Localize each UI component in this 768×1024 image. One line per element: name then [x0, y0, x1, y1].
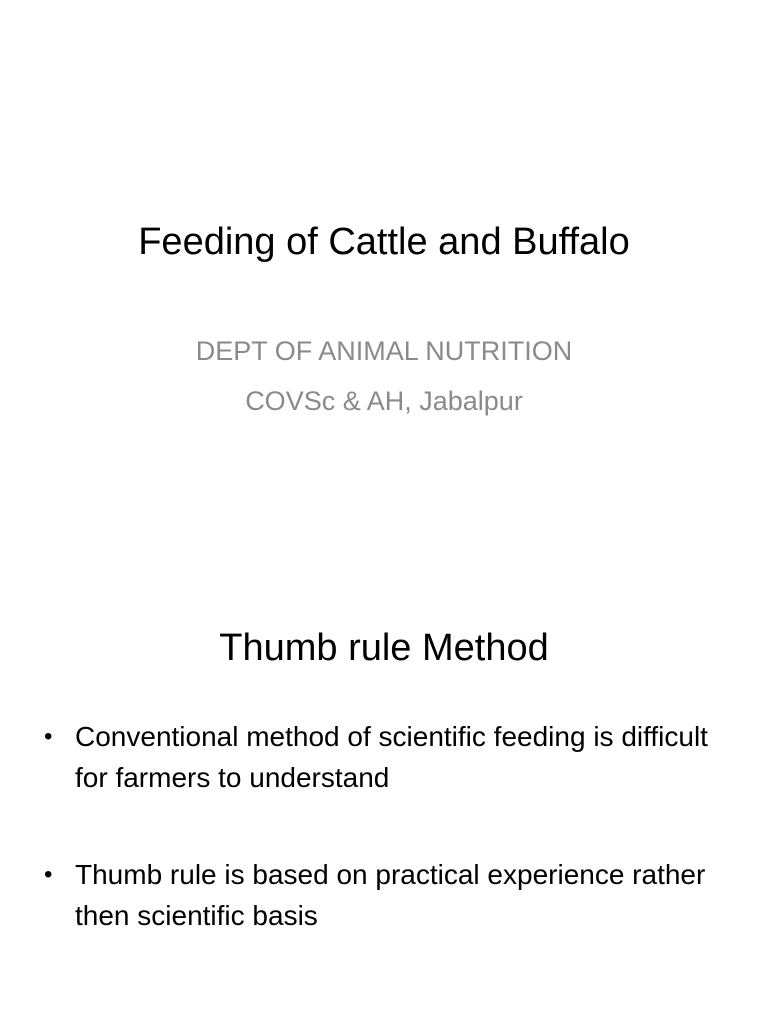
- bullet-list: [44, 716, 734, 936]
- slide-title: Thumb rule Method: [219, 627, 549, 669]
- bullet-item: [44, 854, 734, 936]
- slide-title: Feeding of Cattle and Buffalo: [138, 221, 630, 263]
- bullet-text: Conventional method of scientific feeding is difficult for farmers to understand: [75, 721, 708, 793]
- bullet-dot-icon: •: [44, 723, 53, 750]
- bullet-item: [44, 716, 734, 798]
- bullet-text: Thumb rule is based on practical experience rather then scientific basis: [75, 859, 706, 931]
- slide-subtitle-department: DEPT OF ANIMAL NUTRITION: [195, 336, 573, 366]
- content-slide: [0, 512, 768, 1024]
- bullet-dot-icon: •: [44, 861, 53, 888]
- slide-subtitle-college: COVSc & AH, Jabalpur: [245, 386, 523, 416]
